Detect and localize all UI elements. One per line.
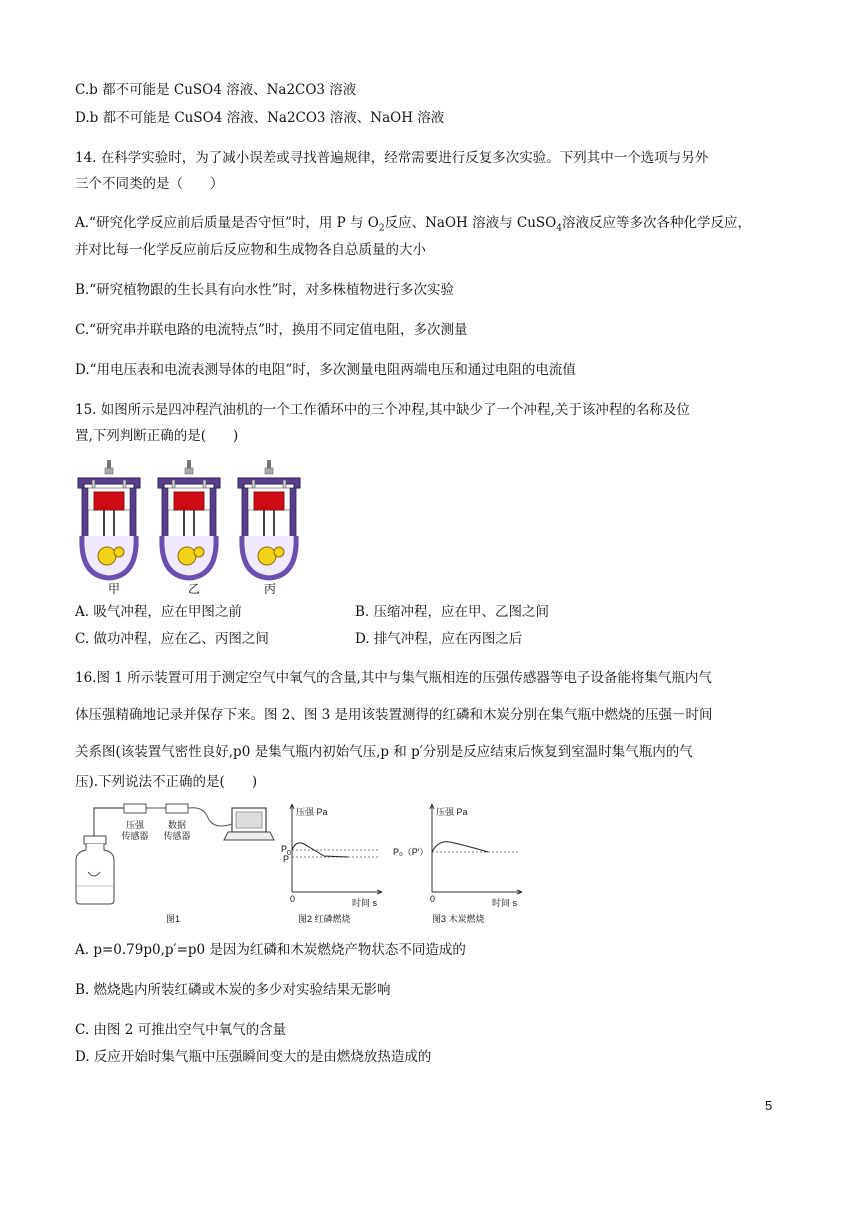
q14-option-c: C.“研究串并联电路的电流特点”时，换用不同定值电阻，多次测量 [75,322,468,338]
q16-option-a: A. p=0.79p0,p′=p0 是因为红磷和木炭燃烧产物状态不同造成的 [75,942,466,958]
figure3-chart [418,800,528,905]
q15-stem-line1: 15. 如图所示是四冲程汽油机的一个工作循环中的三个冲程,其中缺少了一个冲程,关于该冲程的名称及位 [75,402,690,418]
q15-option-d: D. 排气冲程，应在丙图之后 [355,631,523,647]
engine-label-bing: 丙 [264,582,277,596]
figure2-chart [278,800,388,905]
engine-strokes-figure [74,458,314,598]
figure3-p0-label: P₀（P′） [393,847,429,857]
q16-stem-line2: 体压强精确地记录并保存下来。图 2、图 3 是用该装置测得的红磷和木炭分别在集气瓶中燃烧的压强－时间 [75,707,713,723]
q14-option-b: B.“研究植物跟的生长具有向水性”时，对多株植物进行多次实验 [75,282,455,298]
figure2-xlabel: 时间 s [352,898,378,908]
q14-stem-line1: 14. 在科学实验时，为了减小误差或寻找普遍规律，经常需要进行反复多次实验。下列其中一个选项与另外 [75,150,709,166]
q14-option-a-line2: 并对比每一化学反应前后反应物和生成物各自总质量的大小 [75,242,426,258]
figure3-xlabel: 时间 s [492,898,518,908]
figure3-origin: 0 [430,894,436,904]
q13-option-d: D.b 都不可能是 CuSO4 溶液、Na2CO3 溶液、NaOH 溶液 [75,110,445,126]
q14-stem-line2: 三个不同类的是（ ） [75,176,224,192]
engine-label-yi: 乙 [188,582,201,596]
figure2-ylabel: 压强 Pa [296,807,328,817]
figure2-p-label: P [283,854,290,864]
q15-option-c: C. 做功冲程，应在乙、丙图之间 [75,631,269,647]
sensor2-label: 数据 传感器 [163,820,191,841]
q16-stem-line1: 16.图 1 所示装置可用于测定空气中氧气的含量,其中与集气瓶相连的压强传感器等电子设备能将集气瓶内气 [75,670,712,686]
q16-option-c: C. 由图 2 可推出空气中氧气的含量 [75,1022,287,1038]
q16-stem-line4: 压).下列说法不正确的是( ) [75,774,258,790]
q15-option-a: A. 吸气冲程，应在甲图之前 [75,604,242,620]
figure1-apparatus [74,800,284,925]
q14-option-a-line1: A.“研究化学反应前后质量是否守恒”时，用 P 与 $O_2$反应、NaOH 溶液与 CuSO$_4$溶液反应等多次各种化学反应， [75,215,751,234]
q15-option-b: B. 压缩冲程，应在甲、乙图之间 [355,604,550,620]
q14-option-d: D.“用电压表和电流表测导体的电阻”时，多次测量电阻两端电压和通过电阻的电流值 [75,362,576,378]
figure3-caption: 图3 木炭燃烧 [432,914,485,924]
page-number: 5 [765,1098,773,1113]
q16-option-b: B. 燃烧匙内所装红磷或木炭的多少对实验结果无影响 [75,982,391,998]
q15-stem-line2: 置,下列判断正确的是( ) [75,428,239,444]
engine-label-jia: 甲 [108,582,121,596]
q16-stem-line3: 关系图(该装置气密性良好,p0 是集气瓶内初始气压,p 和 p′分别是反应结束后恢复到室温时集气瓶内的气 [75,744,693,760]
figure3-ylabel: 压强 Pa [436,807,468,817]
sensor1-label: 压强 传感器 [121,820,149,841]
figure2-caption: 图2 红磷燃烧 [298,914,351,924]
figure2-p0-label: $P_0$ [281,844,291,857]
q13-option-c: C.b 都不可能是 CuSO4 溶液、Na2CO3 溶液 [75,82,357,98]
q16-option-d: D. 反应开始时集气瓶中压强瞬间变大的是由燃烧放热造成的 [75,1049,432,1065]
figure2-origin: 0 [290,894,296,904]
figure1-caption: 图1 [166,914,181,924]
